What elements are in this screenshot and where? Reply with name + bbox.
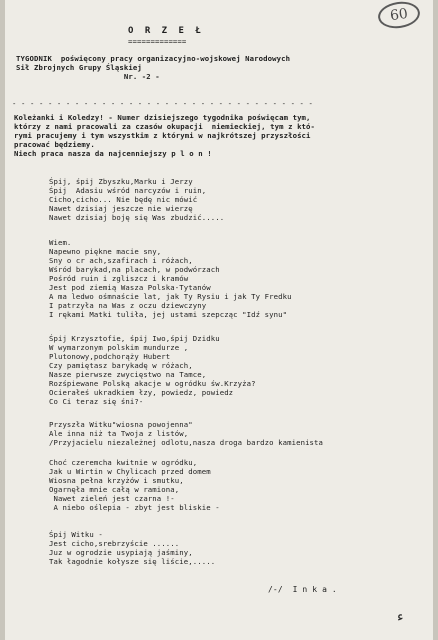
poem-line: W wymarzonym polskim mundurze , bbox=[22, 343, 189, 352]
header-line: Sił Zbrojnych Grupy Śląskiej bbox=[16, 63, 142, 72]
header-line: TYGODNIK poświęcony pracy organizacyjno-wojskowej Narodowych bbox=[16, 54, 291, 63]
intro-line: którzy z nami pracowali za czasów okupacji niemieckiej, tym z któ- bbox=[14, 122, 316, 131]
poem-line: I rękami Matki tuliła, jej ustami szepcząc "Idź synu" bbox=[22, 310, 288, 319]
poem-line: /Przyjacielu niezależnej odlotu,nasza droga bardzo kamienista bbox=[22, 438, 324, 447]
intro-line: Niech praca nasza da najcenniejszy p l o n ! bbox=[14, 149, 212, 158]
title-underline: ============= bbox=[128, 37, 187, 46]
poem-line: Śpij Krzysztofie, śpij Iwo,śpij Dzidku bbox=[22, 334, 220, 343]
poem-line: Śpij Adasiu wśród narcyzów i ruin, bbox=[22, 186, 207, 195]
poem-line: Śpij Witku - bbox=[22, 530, 103, 539]
poem-line: Pośród ruin i zgliszcz i kramów bbox=[22, 274, 189, 283]
poem-line: A niebo oślepia - zbyt jest bliskie - bbox=[22, 503, 220, 512]
signature: /-/ I n k a . bbox=[268, 585, 337, 594]
poem-line: Jest pod ziemią Wasza Polska-Tytanów bbox=[22, 283, 211, 292]
poem-line: Choć czeremcha kwitnie w ogródku, bbox=[22, 458, 198, 467]
poem-line: Śpij, śpij Zbyszku,Marku i Jerzy bbox=[22, 177, 193, 186]
poem-line: Jak u Wirtin w Chylicach przed domem bbox=[22, 467, 211, 476]
poem-line: Wśród barykad,na placach, w podwórzach bbox=[22, 265, 220, 274]
poem-line: Tak łagodnie kołysze się liście,..... bbox=[22, 557, 216, 566]
issue-number: Nr. -2 - bbox=[16, 72, 160, 81]
poem-line: Nasze pierwsze zwycięstwo na Tamce, bbox=[22, 370, 207, 379]
intro-line: Koleżanki i Koledzy! - Numer dzisiejszego tygodnika poświęcam tym, bbox=[14, 113, 311, 122]
poem-line: Sny o cr ach,szafirach i różach, bbox=[22, 256, 193, 265]
intro-line: pracować będziemy. bbox=[14, 140, 95, 149]
poem-line: I patrzyła na Was z oczu dziewczyny bbox=[22, 301, 207, 310]
poem-line: Nawet zieleń jest czarna !- bbox=[22, 494, 175, 503]
poem-line: Nawet dzisiaj jeszcze nie wierzę bbox=[22, 204, 193, 213]
page-edge-shadow bbox=[0, 0, 5, 640]
separator-line: - - - - - - - - - - - - - - - - - - - - - - - - - - - - - - - - - - bbox=[12, 99, 314, 108]
poem-line: Ocierałeś ukradkiem łzy, powiedz, powiedz bbox=[22, 388, 234, 397]
poem-line: Przyszła Witku"wiosna powojenna" bbox=[22, 420, 193, 429]
poem-line: Jest cicho,srebrzyście ...... bbox=[22, 539, 180, 548]
poem-line: Cicho,cicho... Nie będę nic mówić bbox=[22, 195, 198, 204]
document-title: O R Z E Ł bbox=[128, 26, 204, 36]
poem-line: Rozśpiewane Polską akacje w ogródku św.Krzyża? bbox=[22, 379, 256, 388]
poem-line: Ogarnęła mnie całą w ramiona, bbox=[22, 485, 180, 494]
poem-line: Wiem. bbox=[22, 238, 72, 247]
page-edge-shadow bbox=[433, 0, 438, 640]
poem-line: Napewno piękne macie sny, bbox=[22, 247, 162, 256]
poem-line: Nawet dzisiaj boję się Was zbudzić..... bbox=[22, 213, 225, 222]
poem-line: Plutonowy,podchorąży Hubert bbox=[22, 352, 171, 361]
page-number-annotation: 60 bbox=[376, 0, 421, 31]
poem-line: Czy pamiętasz barykadę w różach, bbox=[22, 361, 193, 370]
poem-line: Juz w ogrodzie usypiają jaśminy, bbox=[22, 548, 193, 557]
handwritten-mark: ء bbox=[397, 609, 404, 625]
poem-line: Ale inna niż ta Twoja z listów, bbox=[22, 429, 189, 438]
poem-line: A ma ledwo ośmnaście lat, jak Ty Rysiu i jak Ty Fredku bbox=[22, 292, 292, 301]
poem-line: Co Ci teraz się śni?- bbox=[22, 397, 144, 406]
intro-line: rymi pracujemy i tym wszystkim z którymi w najkrótszej przyszłości bbox=[14, 131, 311, 140]
poem-line: Wiosna pełna krzyżów i smutku, bbox=[22, 476, 184, 485]
